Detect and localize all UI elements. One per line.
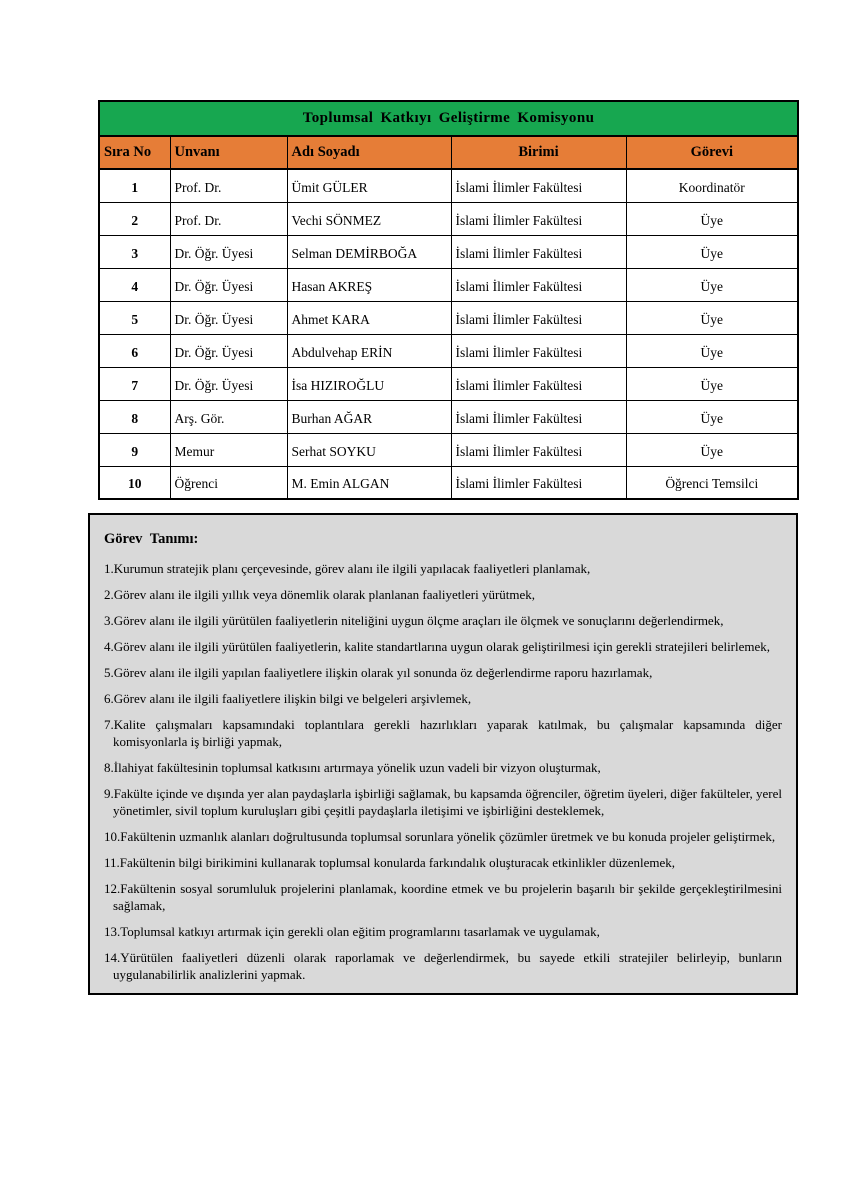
cell-sira-no: 8 [99, 400, 170, 433]
cell-unvani: Öğrenci [170, 466, 287, 499]
duty-item [104, 828, 782, 845]
cell-sira-no: 3 [99, 235, 170, 268]
table-body [99, 169, 798, 499]
table-title: Toplumsal Katkıyı Geliştirme Komisyonu [99, 101, 798, 136]
duty-item-number: 14. [104, 950, 121, 965]
cell-sira-no: 6 [99, 334, 170, 367]
column-header-unvani: Unvanı [170, 136, 287, 169]
duty-item [104, 638, 782, 655]
table-row [99, 334, 798, 367]
column-header-sira-no: Sıra No [99, 136, 170, 169]
cell-sira-no: 10 [99, 466, 170, 499]
cell-adi-soyadi: Abdulvehap ERİN [287, 334, 451, 367]
duty-item-text: Fakültenin sosyal sorumluluk projelerini planlamak, koordine etmek ve bu projelerin başarılı bir şekilde gerçekleştirilmesini sağlamak, [113, 881, 782, 913]
duty-item-number: 1. [104, 561, 114, 576]
cell-birimi: İslami İlimler Fakültesi [451, 466, 626, 499]
cell-adi-soyadi: Serhat SOYKU [287, 433, 451, 466]
duty-item-text: Görev alanı ile ilgili yürütülen faaliyetlerin niteliğini uygun ölçme araçları ile ölçmek ve sonuçlarını değerlendirmek, [113, 613, 724, 628]
duty-item [104, 560, 782, 577]
cell-gorevi: Koordinatör [626, 169, 798, 202]
duty-item-text: İlahiyat fakültesinin toplumsal katkısını artırmaya yönelik uzun vadeli bir vizyon oluşturmak, [113, 760, 601, 775]
cell-birimi: İslami İlimler Fakültesi [451, 202, 626, 235]
cell-gorevi: Üye [626, 235, 798, 268]
table-row [99, 433, 798, 466]
table-row [99, 400, 798, 433]
cell-adi-soyadi: Ümit GÜLER [287, 169, 451, 202]
duty-item [104, 949, 782, 983]
duty-item-text: Fakülte içinde ve dışında yer alan paydaşlarla işbirliği sağlamak, bu kapsamda öğrenciler, öğretim üyeleri, diğer fakülteler, yerel yönetimler, sivil toplum kuruluşları gibi çeşitli paydaşlarla iletişimi ve işbirliğini desteklemek, [113, 786, 782, 818]
cell-sira-no: 1 [99, 169, 170, 202]
cell-adi-soyadi: M. Emin ALGAN [287, 466, 451, 499]
duty-item-text: Yürütülen faaliyetleri düzenli olarak raporlamak ve değerlendirmek, bu sayede etkili stratejiler belirleyip, bunların uygulanabilirlik analizlerini yapmak. [113, 950, 782, 982]
cell-birimi: İslami İlimler Fakültesi [451, 433, 626, 466]
column-header-gorevi: Görevi [626, 136, 798, 169]
cell-birimi: İslami İlimler Fakültesi [451, 235, 626, 268]
cell-gorevi: Üye [626, 334, 798, 367]
duty-item [104, 785, 782, 819]
cell-adi-soyadi: Ahmet KARA [287, 301, 451, 334]
commission-table [98, 100, 799, 500]
duty-item-text: Görev alanı ile ilgili yürütülen faaliyetlerin, kalite standartlarına uygun olarak geliştirilmesi için gerekli stratejileri belirlemek, [113, 639, 771, 654]
cell-unvani: Arş. Gör. [170, 400, 287, 433]
duty-item-number: 9. [104, 786, 114, 801]
table-row [99, 235, 798, 268]
table-header-row [99, 136, 798, 169]
table-row [99, 268, 798, 301]
duty-item-number: 2. [104, 587, 114, 602]
duty-item-text: Kurumun stratejik planı çerçevesinde, görev alanı ile ilgili yapılacak faaliyetleri planlamak, [113, 561, 591, 576]
cell-sira-no: 2 [99, 202, 170, 235]
cell-gorevi: Üye [626, 301, 798, 334]
duty-item-number: 7. [104, 717, 114, 732]
table-row [99, 367, 798, 400]
cell-unvani: Dr. Öğr. Üyesi [170, 334, 287, 367]
cell-sira-no: 7 [99, 367, 170, 400]
duty-item-text: Fakültenin bilgi birikimini kullanarak toplumsal konularda farkındalık oluşturacak etkinlikler düzenlemek, [119, 855, 676, 870]
duty-item-number: 3. [104, 613, 114, 628]
cell-birimi: İslami İlimler Fakültesi [451, 367, 626, 400]
duties-list [104, 560, 782, 983]
table-row [99, 301, 798, 334]
cell-gorevi: Üye [626, 367, 798, 400]
cell-sira-no: 9 [99, 433, 170, 466]
duty-item-text: Görev alanı ile ilgili yapılan faaliyetlere ilişkin olarak yıl sonunda öz değerlendirme raporu hazırlamak, [113, 665, 653, 680]
cell-birimi: İslami İlimler Fakültesi [451, 301, 626, 334]
cell-unvani: Memur [170, 433, 287, 466]
cell-sira-no: 4 [99, 268, 170, 301]
cell-unvani: Dr. Öğr. Üyesi [170, 235, 287, 268]
cell-gorevi: Üye [626, 433, 798, 466]
duty-item-text: Görev alanı ile ilgili faaliyetlere ilişkin bilgi ve belgeleri arşivlemek, [113, 691, 472, 706]
cell-gorevi: Üye [626, 202, 798, 235]
duty-item-text: Görev alanı ile ilgili yıllık veya dönemlik olarak planlanan faaliyetleri yürütmek, [113, 587, 536, 602]
duty-item-text: Kalite çalışmaları kapsamındaki toplantılara gerekli hazırlıkları yaparak katılmak, bu çalışmalar kapsamında diğer komisyonlarla iş birliği yapmak, [113, 717, 782, 749]
duties-heading: Görev Tanımı: [104, 531, 199, 547]
cell-birimi: İslami İlimler Fakültesi [451, 334, 626, 367]
duty-item [104, 854, 782, 871]
duty-item-number: 8. [104, 760, 114, 775]
cell-unvani: Prof. Dr. [170, 169, 287, 202]
table-row [99, 466, 798, 499]
cell-adi-soyadi: Hasan AKREŞ [287, 268, 451, 301]
duty-item-text: Toplumsal katkıyı artırmak için gerekli olan eğitim programlarını tasarlamak ve uygulamak, [120, 924, 600, 939]
duty-item-number: 6. [104, 691, 114, 706]
duty-item [104, 586, 782, 603]
table-title-row [99, 101, 798, 136]
cell-adi-soyadi: Selman DEMİRBOĞA [287, 235, 451, 268]
duty-item-number: 4. [104, 639, 114, 654]
column-header-birimi: Birimi [451, 136, 626, 169]
duty-item-number: 13. [104, 924, 121, 939]
duty-item-number: 10. [104, 829, 121, 844]
table-row [99, 202, 798, 235]
duty-item [104, 612, 782, 629]
cell-adi-soyadi: Burhan AĞAR [287, 400, 451, 433]
cell-unvani: Dr. Öğr. Üyesi [170, 268, 287, 301]
duty-item-number: 12. [104, 881, 121, 896]
cell-sira-no: 5 [99, 301, 170, 334]
duty-item-number: 5. [104, 665, 114, 680]
duty-item [104, 880, 782, 914]
cell-unvani: Dr. Öğr. Üyesi [170, 367, 287, 400]
duty-item [104, 716, 782, 750]
duty-item [104, 759, 782, 776]
cell-birimi: İslami İlimler Fakültesi [451, 400, 626, 433]
cell-unvani: Prof. Dr. [170, 202, 287, 235]
duties-panel [88, 513, 798, 995]
duty-item [104, 664, 782, 681]
duty-item [104, 690, 782, 707]
column-header-adi-soyadi: Adı Soyadı [287, 136, 451, 169]
duty-item-number: 11. [104, 855, 120, 870]
duty-item-text: Fakültenin uzmanlık alanları doğrultusunda toplumsal sorunlara yönelik çözümler üretmek ve bu konuda projeler geliştirmek, [120, 829, 776, 844]
cell-gorevi: Öğrenci Temsilci [626, 466, 798, 499]
table-row [99, 169, 798, 202]
duty-item [104, 923, 782, 940]
cell-unvani: Dr. Öğr. Üyesi [170, 301, 287, 334]
cell-birimi: İslami İlimler Fakültesi [451, 169, 626, 202]
cell-adi-soyadi: Vechi SÖNMEZ [287, 202, 451, 235]
cell-birimi: İslami İlimler Fakültesi [451, 268, 626, 301]
cell-gorevi: Üye [626, 400, 798, 433]
cell-gorevi: Üye [626, 268, 798, 301]
cell-adi-soyadi: İsa HIZIROĞLU [287, 367, 451, 400]
